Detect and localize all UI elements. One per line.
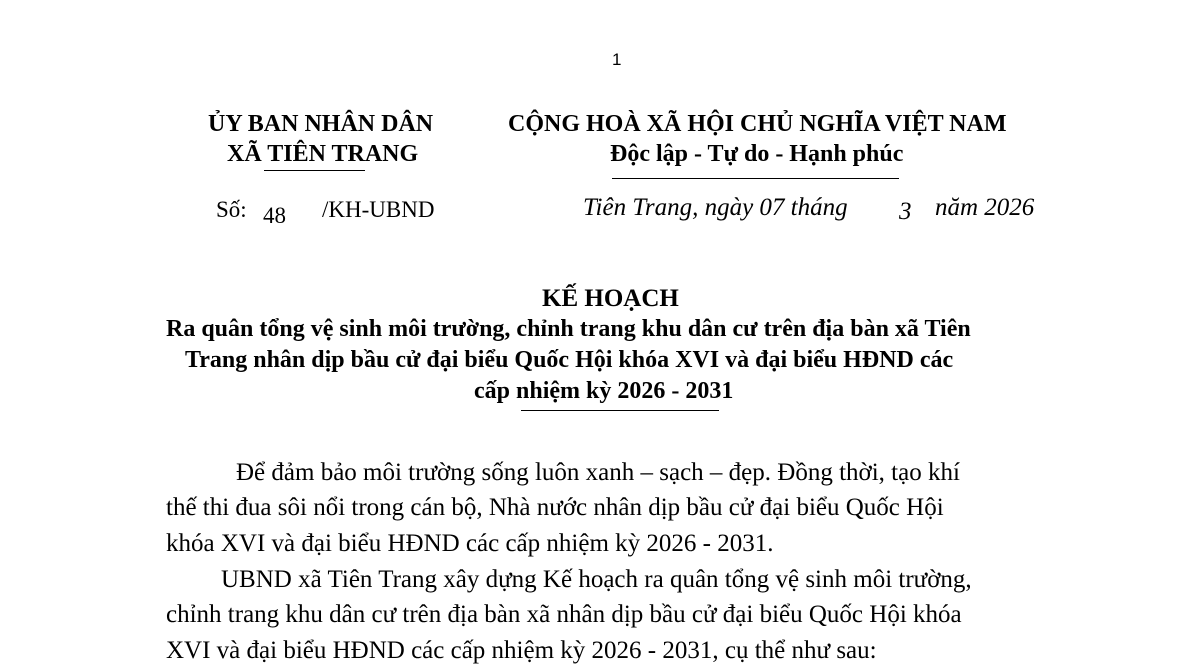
- body-text-line-5: chỉnh trang khu dân cư trên địa bàn xã nhân dịp bầu cử đại biểu Quốc Hội khóa: [166, 601, 962, 628]
- body-text-line-2: thế thi đua sôi nổi trong cán bộ, Nhà nước nhân dịp bầu cử đại biểu Quốc Hội: [166, 494, 944, 521]
- body-text-line-3: khóa XVI và đại biểu HĐND các cấp nhiệm kỳ 2026 - 2031.: [166, 530, 774, 557]
- organization-name-line-2: XÃ TIÊN TRANG: [227, 141, 419, 167]
- date-year: năm 2026: [935, 194, 1035, 221]
- reference-suffix: /KH-UBND: [322, 197, 435, 222]
- reference-label: Số:: [216, 197, 247, 222]
- national-motto: Độc lập - Tự do - Hạnh phúc: [610, 141, 904, 167]
- body-text-line-4: UBND xã Tiên Trang xây dựng Kế hoạch ra quân tổng vệ sinh môi trường,: [221, 566, 972, 593]
- date-month: 3: [899, 198, 912, 225]
- body-text-line-1: Để đảm bảo môi trường sống luôn xanh – sạch – đẹp. Đồng thời, tạo khí: [236, 459, 960, 486]
- national-title: CỘNG HOÀ XÃ HỘI CHỦ NGHĨA VIỆT NAM: [508, 111, 1007, 137]
- body-text-line-6: XVI và đại biểu HĐND các cấp nhiệm kỳ 2026 - 2031, cụ thể như sau:: [166, 637, 877, 664]
- organization-name-line-1: ỦY BAN NHÂN DÂN: [208, 111, 434, 137]
- document-title-line-3: cấp nhiệm kỳ 2026 - 2031: [474, 378, 734, 404]
- national-motto-underline: [612, 178, 899, 179]
- page-number: 1: [612, 50, 622, 69]
- document-title-line-2: Trang nhân dịp bầu cử đại biểu Quốc Hội khóa XVI và đại biểu HĐND các: [185, 347, 954, 373]
- date-place-and-day: Tiên Trang, ngày 07 tháng: [583, 194, 848, 221]
- reference-number: 48: [263, 203, 286, 228]
- document-type-heading: KẾ HOẠCH: [542, 285, 679, 312]
- organization-underline: [264, 170, 365, 171]
- document-title-line-1: Ra quân tổng vệ sinh môi trường, chỉnh trang khu dân cư trên địa bàn xã Tiên: [166, 316, 971, 342]
- document-title-underline: [521, 410, 719, 411]
